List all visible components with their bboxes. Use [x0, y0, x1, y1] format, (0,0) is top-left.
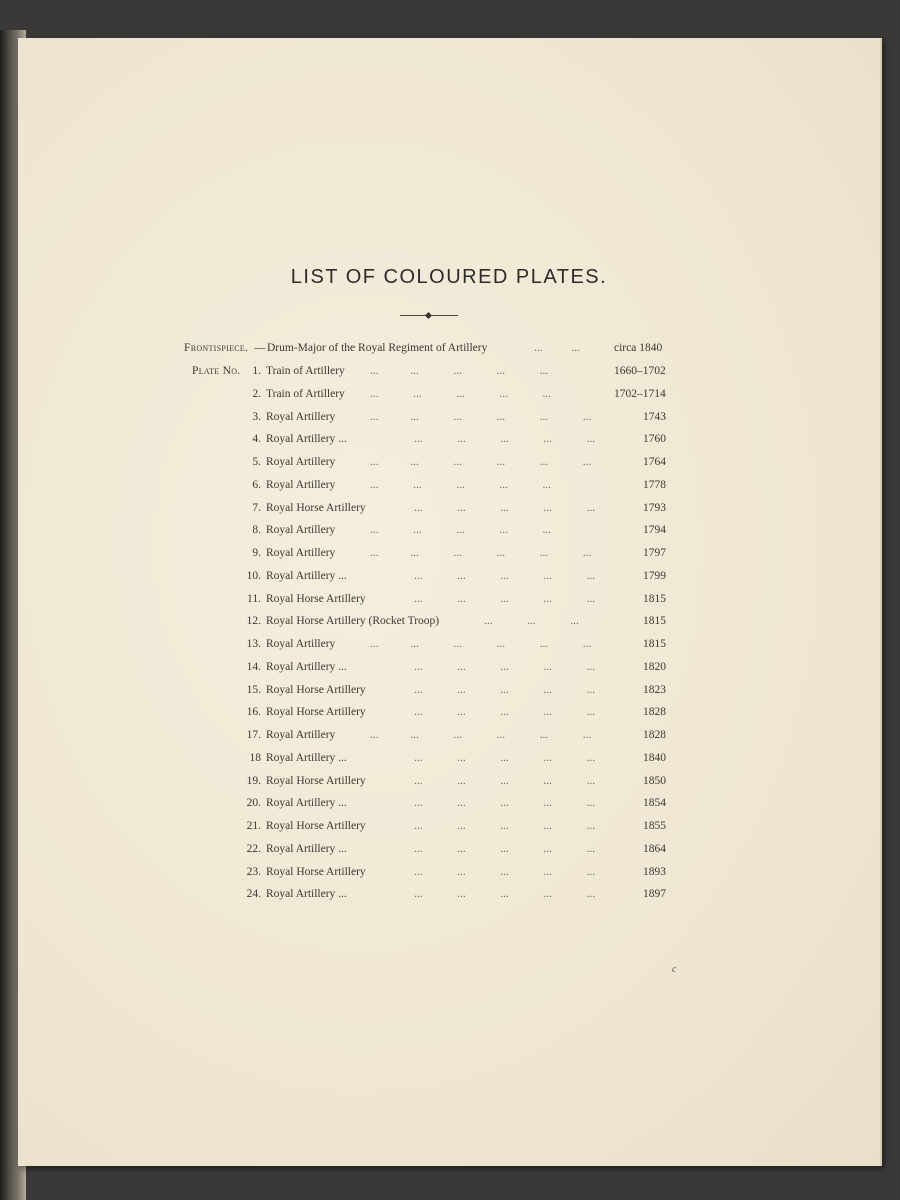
ornament-line-left [400, 315, 426, 316]
plate-number: 19. [246, 774, 261, 787]
frontispiece-label: Frontispiece. [184, 342, 249, 354]
leader-dots: ... ... ... ... ... [414, 797, 596, 810]
plate-name: Royal Horse Artillery [266, 501, 366, 514]
leader-dots: ... ... ... ... ... [414, 433, 596, 446]
plate-date: 1815 [643, 615, 666, 628]
plate-number: 22. [246, 842, 261, 855]
plate-name: Royal Horse Artillery (Rocket Troop) [266, 615, 440, 628]
page-title: LIST OF COLOURED PLATES. [290, 266, 608, 288]
plate-name: Royal Artillery ... [266, 842, 347, 855]
plate-number: 16. [246, 706, 261, 719]
plate-date: 1828 [643, 706, 666, 719]
plate-date: 1702–1714 [614, 387, 666, 400]
plate-number: 3. [252, 410, 261, 423]
leader-dots: ... ... ... ... ... ... [370, 547, 592, 559]
plate-date: 1797 [643, 547, 666, 559]
plate-number: 11. [247, 592, 261, 605]
frontispiece-row [18, 338, 880, 358]
plate-name: Train of Artillery [266, 365, 345, 377]
plate-row [18, 884, 880, 904]
plate-name: Royal Artillery [266, 729, 336, 741]
plate-date: 1815 [643, 638, 666, 650]
plate-name: Royal Horse Artillery [266, 865, 366, 878]
leader-dots: ... ... ... ... ... [414, 774, 596, 787]
plate-row [18, 771, 880, 791]
plate-date: 1815 [643, 592, 666, 605]
plate-date: 1764 [643, 456, 666, 468]
plate-prefix-label: Plate No. [192, 365, 241, 377]
plate-row [18, 611, 880, 631]
plate-row [18, 361, 880, 381]
leader-dots: ... ... ... ... ... [370, 387, 552, 400]
plate-name: Royal Artillery [266, 478, 336, 491]
plate-number: 24. [246, 888, 261, 901]
plate-date: 1840 [643, 751, 666, 764]
plate-name: Royal Artillery ... [266, 888, 347, 901]
plate-date: 1794 [643, 524, 666, 537]
plate-date: 1760 [643, 433, 666, 446]
book-page [18, 38, 882, 1166]
leader-dots: ... ... ... ... ... ... [370, 410, 592, 423]
plate-name: Royal Artillery ... [266, 660, 347, 673]
leader-dots: ... ... ... [484, 615, 579, 628]
leader-dots: ... ... ... ... ... ... [370, 638, 592, 650]
plate-date: 1820 [643, 660, 666, 673]
plate-name: Royal Horse Artillery [266, 592, 366, 605]
plate-date: 1855 [643, 820, 666, 832]
leader-dots: ... ... ... ... ... [414, 865, 596, 878]
plate-date: 1660–1702 [614, 365, 666, 377]
plate-number: 4. [252, 433, 261, 446]
plate-date: 1828 [643, 729, 666, 741]
plate-name: Royal Artillery ... [266, 751, 347, 764]
plate-row [18, 566, 880, 586]
plate-row [18, 702, 880, 722]
plate-date: 1864 [643, 842, 666, 855]
plate-number: 5. [252, 456, 261, 468]
plate-number: 17. [246, 729, 261, 741]
plate-name: Royal Artillery ... [266, 569, 347, 582]
plate-row [18, 725, 880, 745]
plate-row [18, 680, 880, 700]
plate-name: Royal Horse Artillery [266, 820, 366, 832]
plate-row [18, 839, 880, 859]
plate-number: 21. [246, 820, 261, 832]
frontispiece-dots: ... ... [534, 342, 580, 354]
plate-row [18, 748, 880, 768]
leader-dots: ... ... ... ... ... [414, 660, 596, 673]
plate-name: Royal Artillery [266, 638, 336, 650]
plate-date: 1793 [643, 501, 666, 514]
plate-number: 7. [252, 501, 261, 514]
plate-name: Royal Artillery [266, 456, 336, 468]
plate-date: 1893 [643, 865, 666, 878]
plate-date: 1799 [643, 569, 666, 582]
corner-pencil-mark: c [672, 964, 677, 975]
leader-dots: ... ... ... ... ... [414, 706, 596, 719]
leader-dots: ... ... ... ... ... [414, 842, 596, 855]
plate-number: 20. [246, 797, 261, 810]
leader-dots: ... ... ... ... ... [414, 569, 596, 582]
plate-row [18, 543, 880, 563]
plate-name: Royal Artillery ... [266, 433, 347, 446]
plate-date: 1850 [643, 774, 666, 787]
ornament-line-right [432, 315, 458, 316]
plate-row [18, 452, 880, 472]
plate-date: 1854 [643, 797, 666, 810]
plate-name: Royal Artillery [266, 410, 336, 423]
plate-date: 1743 [643, 410, 666, 423]
frontispiece-name: Drum-Major of the Royal Regiment of Artillery [267, 342, 488, 354]
plate-number: 15. [246, 683, 261, 696]
plate-date: 1823 [643, 683, 666, 696]
frontispiece-date: circa 1840 [614, 342, 663, 354]
plate-name: Train of Artillery [266, 387, 345, 400]
plate-row [18, 634, 880, 654]
plate-date: 1897 [643, 888, 666, 901]
plate-row [18, 793, 880, 813]
plate-row [18, 520, 880, 540]
plate-number: 14. [246, 660, 261, 673]
leader-dots: ... ... ... ... ... [414, 888, 596, 901]
plate-number: 23. [246, 865, 261, 878]
plate-row [18, 498, 880, 518]
plate-number: 9. [252, 547, 261, 559]
plate-row [18, 589, 880, 609]
plate-name: Royal Horse Artillery [266, 774, 366, 787]
plate-name: Royal Artillery ... [266, 797, 347, 810]
leader-dots: ... ... ... ... ... [370, 478, 552, 491]
leader-dots: ... ... ... ... ... [370, 365, 549, 377]
leader-dots: ... ... ... ... ... [414, 751, 596, 764]
plate-name: Royal Horse Artillery [266, 706, 366, 719]
plate-number: 18 [249, 751, 261, 764]
plate-number: 8. [252, 524, 261, 537]
plate-number: 1. [252, 365, 261, 377]
plate-row [18, 407, 880, 427]
plate-row [18, 816, 880, 836]
plate-number: 10. [246, 569, 261, 582]
ornament-diamond-icon [425, 312, 432, 319]
plate-row [18, 429, 880, 449]
title-ornament [400, 313, 458, 319]
leader-dots: ... ... ... ... ... ... [370, 456, 592, 468]
plate-row [18, 657, 880, 677]
plate-row [18, 475, 880, 495]
plate-row [18, 384, 880, 404]
frontispiece-dash: — [254, 342, 266, 354]
leader-dots: ... ... ... ... ... [414, 820, 596, 832]
leader-dots: ... ... ... ... ... ... [370, 729, 592, 741]
plate-name: Royal Artillery [266, 524, 336, 537]
leader-dots: ... ... ... ... ... [370, 524, 552, 537]
leader-dots: ... ... ... ... ... [414, 592, 596, 605]
plate-number: 6. [252, 478, 261, 491]
plate-number: 2. [252, 387, 261, 400]
leader-dots: ... ... ... ... ... [414, 683, 596, 696]
plate-number: 13. [246, 638, 261, 650]
plate-number: 12. [246, 615, 261, 628]
plate-row [18, 862, 880, 882]
leader-dots: ... ... ... ... ... [414, 501, 596, 514]
plate-date: 1778 [643, 478, 666, 491]
plate-name: Royal Horse Artillery [266, 683, 366, 696]
plate-name: Royal Artillery [266, 547, 336, 559]
